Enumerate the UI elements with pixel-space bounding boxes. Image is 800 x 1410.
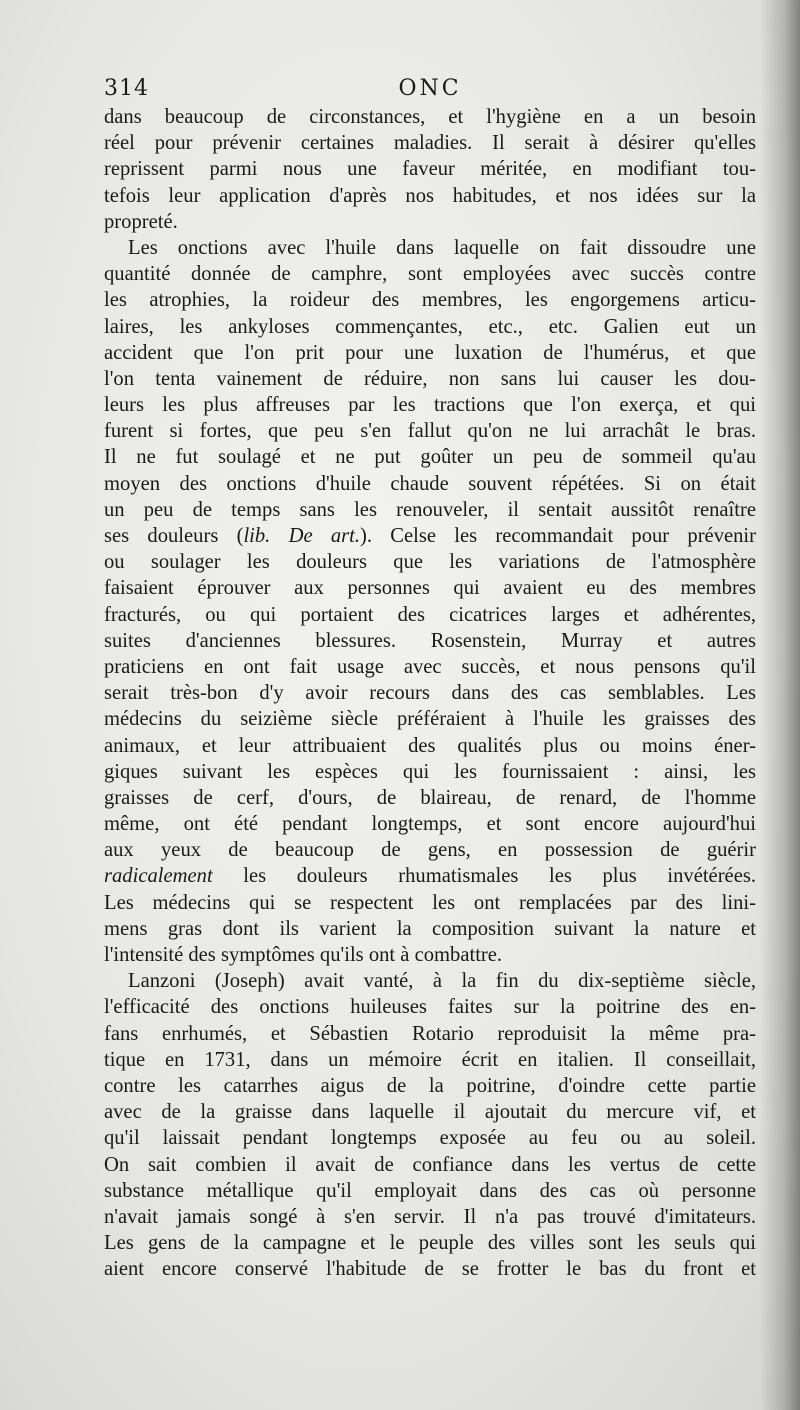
text-line: Les onctions avec l'huile dans laquelle on fait dissoudre une: [128, 236, 756, 259]
page-number: 314: [104, 76, 149, 101]
page-header: [104, 76, 756, 104]
text-line: tefois leur application d'après nos habitudes, et nos idées sur la: [104, 184, 756, 207]
text-line: ou soulager les douleurs que les variations de l'atmosphère: [104, 551, 756, 574]
text-line: l'intensité des symptômes qu'ils ont à combattre.: [104, 944, 503, 966]
text-line: mens gras dont ils varient la composition suivant la nature et: [104, 917, 756, 940]
text-line: réel pour prévenir certaines maladies. Il serait à désirer qu'elles: [104, 132, 756, 155]
text-line: médecins du seizième siècle préféraient à l'huile les graisses des: [104, 708, 756, 731]
text-line: [104, 863, 756, 889]
text-line: animaux, et leur attribuaient des qualités plus ou moins éner-: [104, 734, 756, 757]
text-line: un peu de temps sans les renouveler, il sentait aussitôt renaître: [104, 498, 756, 521]
text-line: reprissent parmi nous une faveur méritée, en modifiant tou-: [104, 158, 756, 181]
text-line: quantité donnée de camphre, sont employées avec succès contre: [104, 263, 756, 286]
text-line: fans enrhumés, et Sébastien Rotario reproduisit la même pra-: [104, 1022, 756, 1045]
text-line: avec de la graisse dans laquelle il ajoutait du mercure vif, et: [104, 1101, 756, 1124]
text-segment: ses douleurs (: [104, 525, 244, 547]
text-line: accident que l'on prit pour une luxation de l'humérus, et que: [104, 341, 756, 364]
text-line: même, ont été pendant longtemps, et sont encore aujourd'hui: [104, 813, 756, 836]
text-line: [104, 523, 756, 549]
text-line: aient encore conservé l'habitude de se frotter le bas du front et: [104, 1258, 756, 1281]
text-segment: ). Celse les recommandait pour prévenir: [360, 525, 756, 547]
text-line: l'on tenta vainement de réduire, non sans lui causer les dou-: [104, 367, 756, 390]
text-line: Lanzoni (Joseph) avait vanté, à la fin du dix-septième siècle,: [128, 970, 756, 993]
text-line: furent si fortes, que peu s'en fallut qu'on ne lui arrachât le bras.: [104, 420, 756, 443]
text-line: faisaient éprouver aux personnes qui avaient eu des membres: [104, 577, 756, 600]
text-line: tique en 1731, dans un mémoire écrit en italien. Il conseillait,: [104, 1048, 756, 1071]
text-line: fracturés, ou qui portaient des cicatrices larges et adhérentes,: [104, 603, 756, 626]
text-line: laires, les ankyloses commençantes, etc., etc. Galien eut un: [104, 315, 756, 338]
body-text: [104, 104, 756, 1282]
text-line: praticiens en ont fait usage avec succès, et nous pensons qu'il: [104, 655, 756, 678]
text-line: serait très-bon d'y avoir recours dans des cas semblables. Les: [104, 682, 756, 705]
text-line: giques suivant les espèces qui les fournissaient : ainsi, les: [104, 760, 756, 783]
text-line: suites d'anciennes blessures. Rosenstein, Murray et autres: [104, 629, 756, 652]
text-line: l'efficacité des onctions huileuses faites sur la poitrine des en-: [104, 996, 756, 1019]
italic-text: radicalement: [104, 865, 213, 888]
text-line: Les médecins qui se respectent les ont remplacées par des lini-: [104, 891, 756, 914]
text-line: propreté.: [104, 210, 178, 233]
running-head: ONC: [398, 76, 462, 101]
text-line: leurs les plus affreuses par les tractions que l'on exerça, et qui: [104, 394, 756, 417]
text-line: Il ne fut soulagé et ne put goûter un peu de sommeil qu'au: [104, 446, 756, 469]
text-line: contre les catarrhes aigus de la poitrine, d'oindre cette partie: [104, 1074, 756, 1097]
text-line: n'avait jamais songé à s'en servir. Il n'a pas trouvé d'imitateurs.: [104, 1205, 756, 1228]
text-line: qu'il laissait pendant longtemps exposée au feu ou au soleil.: [104, 1127, 756, 1150]
text-line: Les gens de la campagne et le peuple des villes sont les seuls qui: [104, 1232, 756, 1255]
text-line: moyen des onctions d'huile chaude souvent répétées. Si on était: [104, 472, 756, 495]
text-line: les atrophies, la roideur des membres, les engorgemens articu-: [104, 289, 756, 312]
text-line: dans beaucoup de circonstances, et l'hygiène en a un besoin: [104, 106, 756, 128]
italic-text: lib. De art.: [243, 525, 361, 547]
text-segment: les douleurs rhumatismales les plus invétérées.: [212, 865, 756, 888]
text-line: aux yeux de beaucoup de gens, en possession de guérir: [104, 839, 756, 862]
text-line: substance métallique qu'il employait dans des cas où personne: [104, 1179, 756, 1202]
text-line: graisses de cerf, d'ours, de blaireau, de renard, de l'homme: [104, 786, 756, 809]
text-line: On sait combien il avait de confiance dans les vertus de cette: [104, 1153, 756, 1176]
page-gutter-shadow: [760, 0, 800, 1410]
